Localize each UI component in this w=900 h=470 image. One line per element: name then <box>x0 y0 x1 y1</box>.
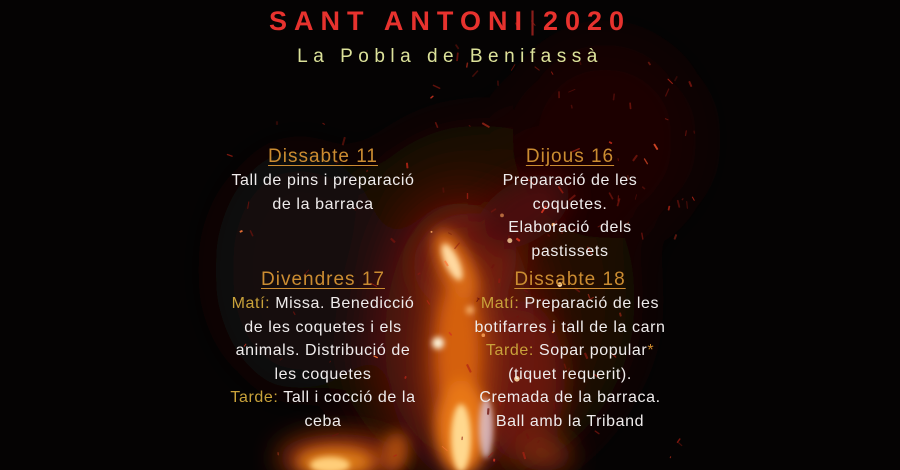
schedule-block-dijous-16 <box>448 145 692 263</box>
schedule-line: Cremada de la barraca. <box>479 389 661 406</box>
day-heading: Dijous 16 <box>525 146 615 167</box>
title-separator: | <box>528 6 543 36</box>
schedule-line: Preparació de les <box>502 172 638 189</box>
schedule-line: coquetes. <box>532 195 608 213</box>
schedule-line: (tiquet requerit). <box>508 365 632 383</box>
schedule-line: Matí: Missa. Benedicció <box>231 295 415 312</box>
schedule-line: Matí: Preparació de les <box>480 295 660 312</box>
schedule-line: les coquetes <box>274 365 372 383</box>
schedule-line: ceba <box>304 412 342 430</box>
schedule-line: de la barraca <box>272 195 374 213</box>
schedule-line: Ball amb la Triband <box>495 412 645 430</box>
poster-title <box>150 6 750 37</box>
schedule-block-dissabte-18 <box>448 268 692 433</box>
schedule-line: Tarde: Tall i cocció de la <box>230 389 416 406</box>
day-heading: Dissabte 11 <box>268 146 378 167</box>
title-main: SANT ANTONI <box>268 6 529 36</box>
schedule-line: animals. Distribució de <box>235 342 411 359</box>
schedule-line: pastissets <box>531 242 609 260</box>
schedule-block-divendres-17 <box>201 268 445 433</box>
schedule-line: Elaboració dels <box>508 219 632 236</box>
schedule-block-dissabte-11 <box>201 145 445 216</box>
day-heading: Dissabte 18 <box>514 269 626 290</box>
schedule-line: Tall de pins i preparació <box>231 172 415 189</box>
title-year: 2020 <box>542 6 632 36</box>
poster-subtitle: La Pobla de Benifassà <box>297 46 603 68</box>
schedule-line: botifarres i tall de la carn <box>474 318 666 336</box>
schedule-line: de les coquetes i els <box>244 318 402 336</box>
day-heading: Divendres 17 <box>261 269 385 290</box>
schedule-line: Tarde: Sopar popular* <box>485 342 655 359</box>
poster-header <box>150 6 750 68</box>
